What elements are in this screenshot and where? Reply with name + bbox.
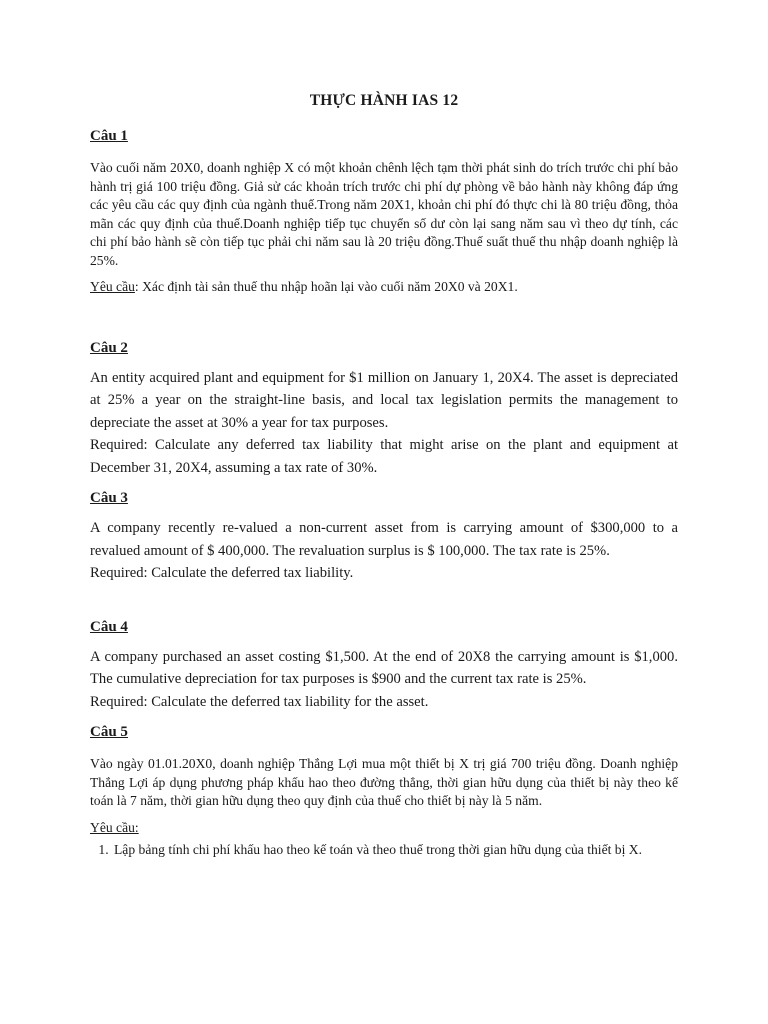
- question-4-required: Required: Calculate the deferred tax liability for the asset.: [90, 693, 429, 710]
- question-4-body: A company purchased an asset costing $1,500. At the end of 20X8 the carrying amount is $1,000. The cumulative depreciation for tax purposes is $900 and the current tax rate is 25%.: [90, 648, 678, 687]
- question-2-body: An entity acquired plant and equipment for $1 million on January 1, 20X4. The asset is depreciated at 25% a year on the straight-line basis, and local tax legislation permits the management to depreciate the asset at 30% a year for tax purposes.: [90, 369, 678, 431]
- question-3-required: Required: Calculate the deferred tax liability.: [90, 565, 354, 581]
- question-5-task-list: [90, 841, 678, 860]
- question-2-required: Required: Calculate any deferred tax liability that might arise on the plant and equipment at December 31, 20X4, assuming a tax rate of 30%.: [90, 437, 678, 476]
- question-5-heading: Câu 5: [90, 724, 128, 740]
- question-5-task-item: 1. Lập bảng tính chi phí khấu hao theo kế toán và theo thuế trong thời gian hữu dụng của thiết bị X.: [112, 841, 678, 860]
- page-title: THỰC HÀNH IAS 12: [309, 92, 459, 109]
- question-5-body: Vào ngày 01.01.20X0, doanh nghiệp Thắng Lợi mua một thiết bị X trị giá 700 triệu đồng. Doanh nghiệp Thắng Lợi áp dụng phương pháp khấu hao theo đường thẳng, thời gian hữu dụng của thiết bị này theo kế toán là 7 năm, thời gian hữu dụng theo quy định của thuế cho thiết bị này là 5 năm.: [90, 756, 678, 808]
- question-3-body: A company recently re-valued a non-current asset from is carrying amount of $300,000 to a revalued amount of $ 400,000. The revaluation surplus is $ 100,000. The tax rate is 25%.: [90, 520, 678, 559]
- question-3-heading: Câu 3: [90, 490, 128, 506]
- question-1-body: Vào cuối năm 20X0, doanh nghiệp X có một khoản chênh lệch tạm thời phát sinh do trích trước chi phí bảo hành trị giá 100 triệu đồng. Giả sử các khoản trích trước chi phí dự phòng về bảo hành này không đáp ứng các yêu cầu các quy định của ngành thuế.Trong năm 20X1, khoản chi phí đó thực chi là 80 triệu đồng, thỏa mãn các quy định của thuế.Doanh nghiệp tiếp tục chuyển số dư còn lại sang năm sau vì theo dự tính, các chi phí bảo hành sẽ còn tiếp tục phải chi năm sau là 20 triệu đồng.Thuế suất thuế thu nhập doanh nghiệp là 25%.: [90, 160, 678, 268]
- question-4-heading: Câu 4: [90, 618, 128, 635]
- question-5-requirement-label: Yêu cầu:: [90, 819, 139, 835]
- question-1-heading: Câu 1: [90, 128, 128, 144]
- question-2-heading: Câu 2: [90, 339, 128, 356]
- question-1-requirement-label: Yêu cầu: [90, 279, 135, 294]
- question-1-requirement-text: : Xác định tài sản thuế thu nhập hoãn lại vào cuối năm 20X0 và 20X1.: [134, 279, 518, 294]
- question-1-requirement: [90, 278, 678, 297]
- document-page: [90, 92, 678, 860]
